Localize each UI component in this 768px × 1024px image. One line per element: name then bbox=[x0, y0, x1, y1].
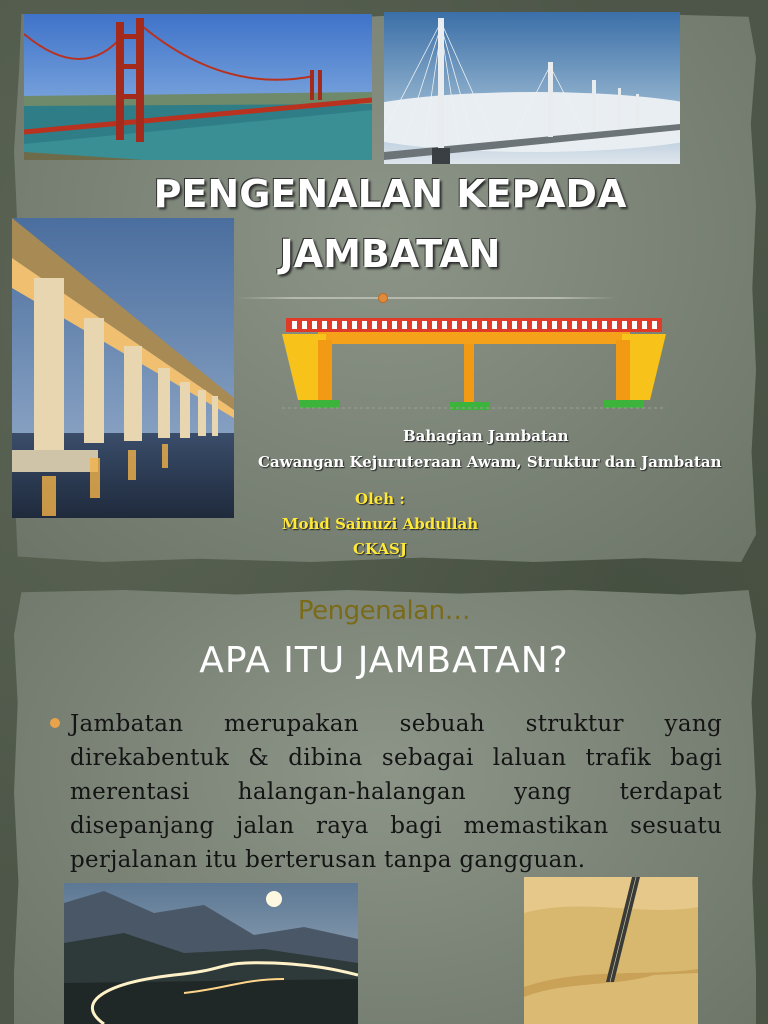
cable-stayed-bridge-photo bbox=[384, 12, 680, 164]
desert-road-photo bbox=[524, 877, 698, 1024]
golden-gate-bridge-photo bbox=[24, 14, 372, 160]
slide-title: PENGENALAN KEPADA JAMBATAN bbox=[153, 172, 627, 276]
bridge-elevation-diagram bbox=[278, 312, 670, 416]
by-label: Oleh : bbox=[355, 490, 405, 508]
author-org: CKASJ bbox=[353, 540, 407, 558]
subtitle-department: Bahagian Jambatan bbox=[403, 427, 569, 445]
section-title: APA ITU JAMBATAN? bbox=[199, 640, 569, 681]
subtitle-branch: Cawangan Kejuruteraan Awam, Struktur dan Jambatan bbox=[258, 453, 722, 471]
bullet-dot bbox=[50, 718, 60, 728]
author-name: Mohd Sainuzi Abdullah bbox=[281, 515, 479, 533]
divider-dot bbox=[378, 293, 388, 303]
mountain-road-night-photo bbox=[64, 883, 358, 1024]
definition-paragraph: Jambatan merupakan sebuah struktur yang direkabentuk & dibina sebagai laluan trafik bagi merentasi halangan-halangan yang terdapat disepanjang jalan raya bagi memastikan sesuatu perjalanan itu berterusan tanpa gangguan. bbox=[70, 711, 722, 873]
section-heading: Pengenalan… bbox=[297, 596, 471, 626]
divider-line bbox=[236, 297, 616, 299]
